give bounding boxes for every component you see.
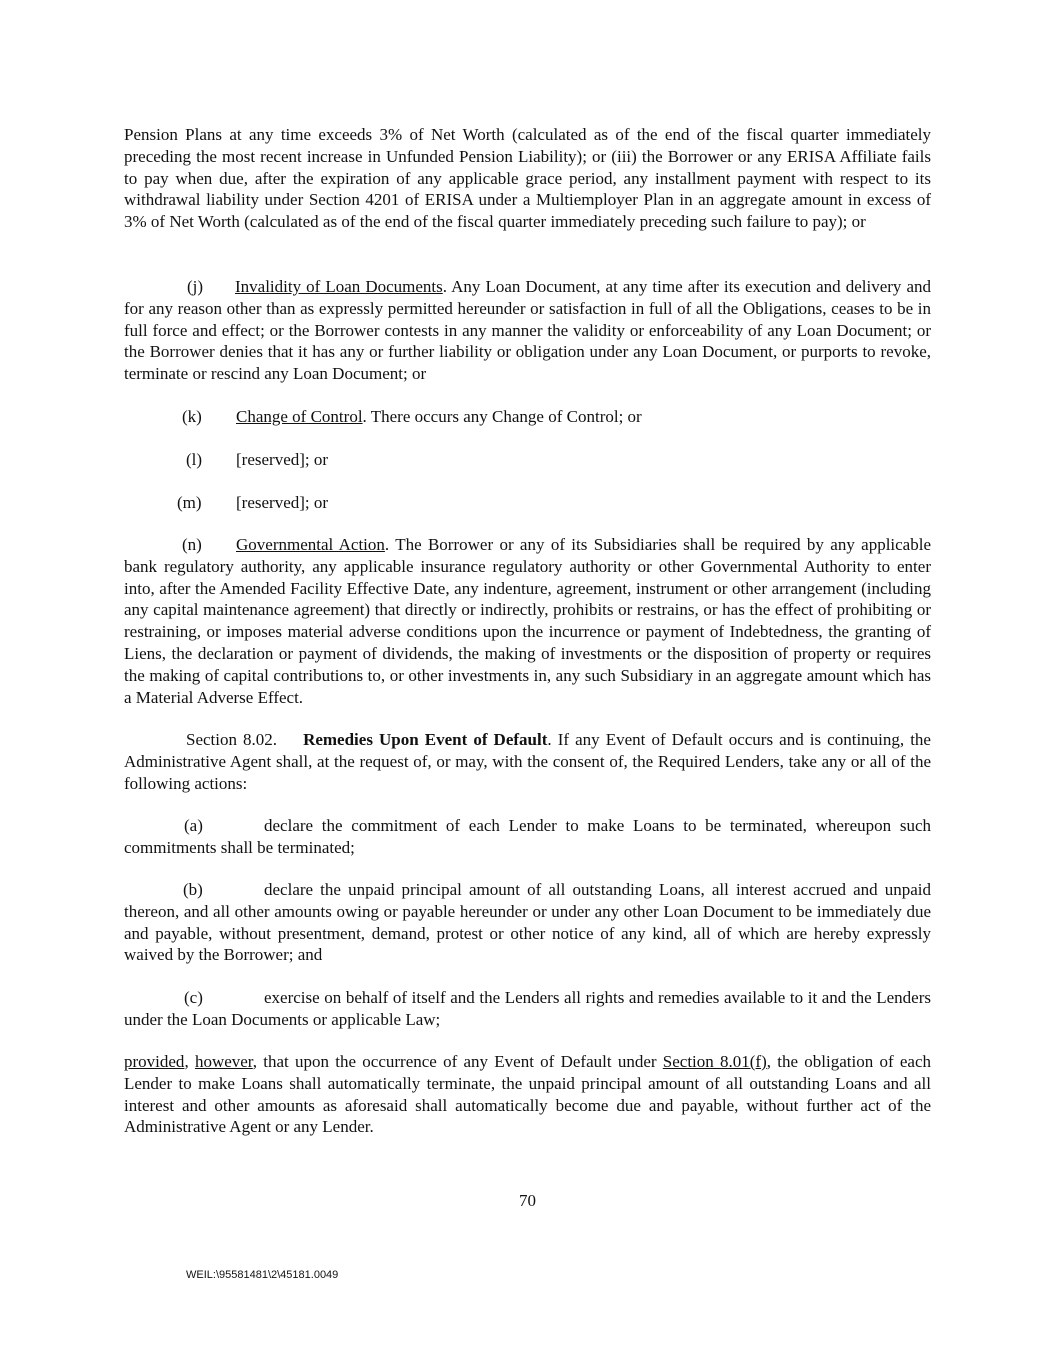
label-l: (l) <box>186 450 203 469</box>
paragraph-n <box>124 534 931 708</box>
paragraph-l <box>124 449 931 471</box>
page-number: 70 <box>519 1191 536 1210</box>
text-b: declare the unpaid principal amount of all outstanding Loans, all interest accrued and unpaid thereon, and all other amounts owing or payable hereunder or under any other Loan Document to be immediately due and payable, without presentment, demand, protest or other notice of any kind, all of which are hereby expressly waived by the Borrower; and <box>124 880 931 965</box>
label-c: (c) <box>184 988 203 1007</box>
text-k: . There occurs any Change of Control; or <box>362 407 642 426</box>
label-n: (n) <box>182 535 202 554</box>
text-j: . Any Loan Document, at any time after its execution and delivery and for any reason other than as expressly permitted hereunder or satisfaction in full of all the Obligations, ceases to be in full force and effect; or the Borrower contests in any manner the validity or enforceability of any Loan Document; or the Borrower denies that it has any or further liability or obligation under any Loan Document, or purports to revoke, terminate or rescind any Loan Document; or <box>124 277 931 384</box>
label-j: (j) <box>187 277 204 296</box>
label-b: (b) <box>183 880 203 899</box>
heading-k: Change of Control <box>236 407 363 426</box>
paragraph-i-continuation: Pension Plans at any time exceeds 3% of Net Worth (calculated as of the end of the fiscal quarter immediately preceding the most recent increase in Unfunded Pension Liability); or (iii) the Borrower or any ERISA Affiliate fails to pay when due, after the expiration of any applicable grace period, any installment payment with respect to its withdrawal liability under Section 4201 of ERISA under a Multiemployer Plan in an aggregate amount in excess of 3% of Net Worth (calculated as of the end of the fiscal quarter immediately preceding such failure to pay); or <box>124 125 931 232</box>
proviso-paragraph: provided, however, that upon the occurrence of any Event of Default under Section 8.01(f), the obligation of each Lender to make Loans shall automatically terminate, the unpaid principal amount of all outstanding Loans and all interest and other amounts as aforesaid shall automatically become due and payable, without further act of the Administrative Agent or any Lender. <box>124 1052 932 1137</box>
however-term: however <box>194 1052 253 1071</box>
section-heading: Remedies Upon Event of Default <box>303 730 548 749</box>
provided-term: provided <box>124 1052 185 1071</box>
paragraph-k <box>124 406 931 428</box>
paragraph-a <box>124 815 931 859</box>
paragraph-b <box>124 879 931 966</box>
label-a: (a) <box>184 816 203 835</box>
text-l: [reserved]; or <box>236 450 329 469</box>
document-id: WEIL:\95581481\2\45181.0049 <box>186 1269 339 1281</box>
paragraph-c <box>124 987 931 1031</box>
text-n: . The Borrower or any of its Subsidiaries shall be required by any applicable bank regulatory authority, any applicable insurance regulatory authority or other Governmental Authority to enter into, after the Amended Facility Effective Date, any indenture, agreement, instrument or other arrangement (including any capital maintenance agreement) that directly or indirectly, prohibits or restrains, or has the effect of prohibiting or restraining, or imposes material adverse conditions upon the incurrence or payment of Indebtedness, the granting of Liens, the declaration or payment of dividends, the making of investments or the disposition of property or requires the making of capital contributions to, or other investments in, any such Subsidiary in an aggregate amount which has a Material Adverse Effect. <box>124 535 931 707</box>
section-text: . If any Event of Default occurs and is continuing, the Administrative Agent shall, at the request of, or may, with the consent of, the Required Lenders, take any or all of the following actions: <box>124 730 931 793</box>
label-k: (k) <box>182 407 202 426</box>
label-m: (m) <box>177 493 202 512</box>
text-a: declare the commitment of each Lender to make Loans to be terminated, whereupon such commitments shall be terminated; <box>124 816 931 857</box>
section-8-02 <box>124 729 931 794</box>
heading-n: Governmental Action <box>236 535 385 554</box>
text-c: exercise on behalf of itself and the Lenders all rights and remedies available to it and the Lenders under the Loan Documents or applicable Law; <box>124 988 931 1029</box>
section-number: Section 8.02. <box>186 730 278 749</box>
paragraph-j <box>124 276 931 385</box>
paragraph-m <box>124 492 931 514</box>
section-reference: Section 8.01(f) <box>662 1052 767 1071</box>
heading-j: Invalidity of Loan Documents <box>235 277 443 296</box>
text-m: [reserved]; or <box>236 493 329 512</box>
